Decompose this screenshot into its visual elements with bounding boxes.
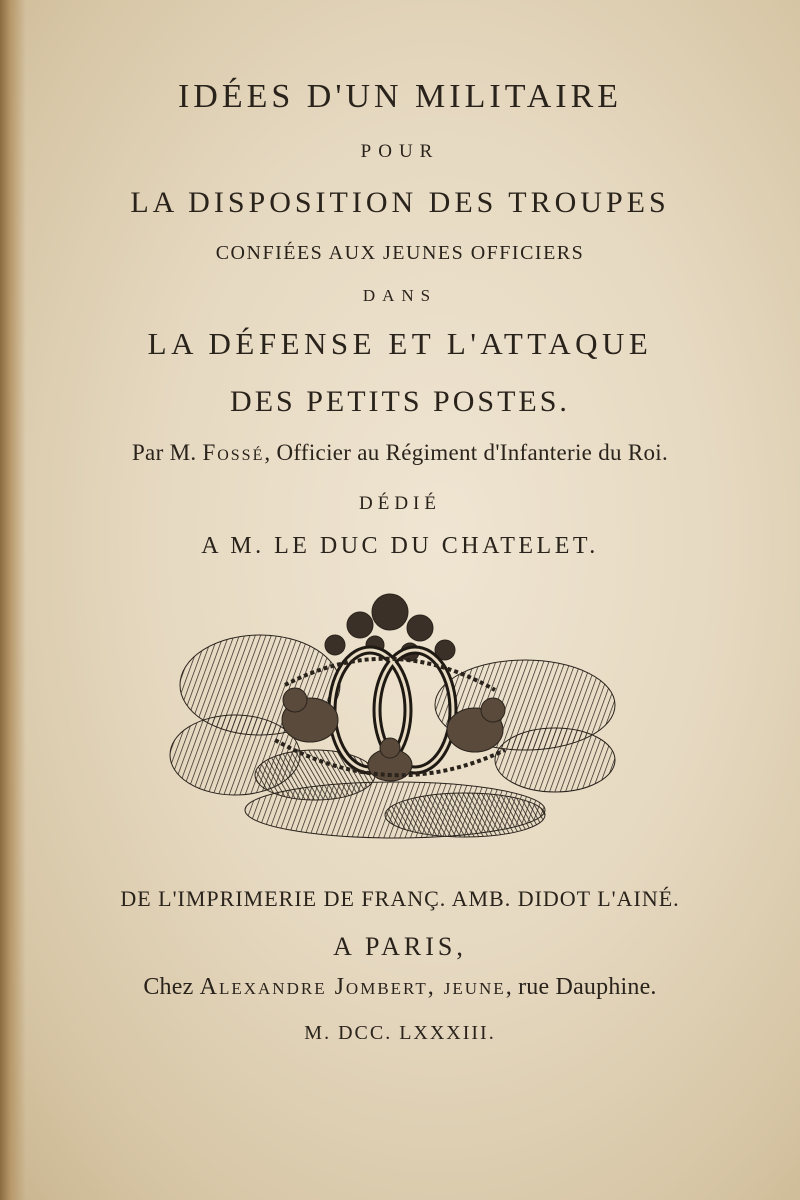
author-suffix: , Officier au Régiment d'Infanterie du Roi. — [264, 440, 669, 465]
publisher-suffix: , rue Dauphine. — [505, 974, 657, 1000]
publication-date: M. DCC. LXXXIII. — [304, 1022, 496, 1044]
printer-line: DE L'IMPRIMERIE DE FRANÇ. AMB. DIDOT L'AINÉ. — [120, 886, 680, 911]
title-line-pour: POUR — [360, 141, 440, 162]
title-line-dans: DANS — [362, 286, 438, 305]
binding-edge — [0, 0, 26, 1200]
author-name: Fossé — [202, 440, 265, 465]
title-line-7: DES PETITS POSTES. — [230, 385, 570, 418]
title-line-1: IDÉES D'UN MILITAIRE — [177, 78, 623, 115]
dedicatee: A M. LE DUC DU CHATELET. — [201, 533, 599, 559]
publisher-prefix: Chez — [143, 974, 200, 1000]
dedication-label: DÉDIÉ — [359, 493, 441, 514]
author-prefix: Par M. — [131, 440, 203, 465]
city-line: A PARIS, — [333, 932, 467, 961]
publisher-name: Alexandre Jombert, jeune — [199, 974, 506, 1000]
title-line-3: LA DISPOSITION DES TROUPES — [130, 186, 670, 219]
title-line-6: LA DÉFENSE ET L'ATTAQUE — [147, 326, 653, 361]
author-line — [0, 440, 800, 466]
title-line-4: CONFIÉES AUX JEUNES OFFICIERS — [215, 242, 585, 264]
publisher-line — [0, 974, 800, 1001]
engraved-vignette-icon — [165, 590, 625, 850]
